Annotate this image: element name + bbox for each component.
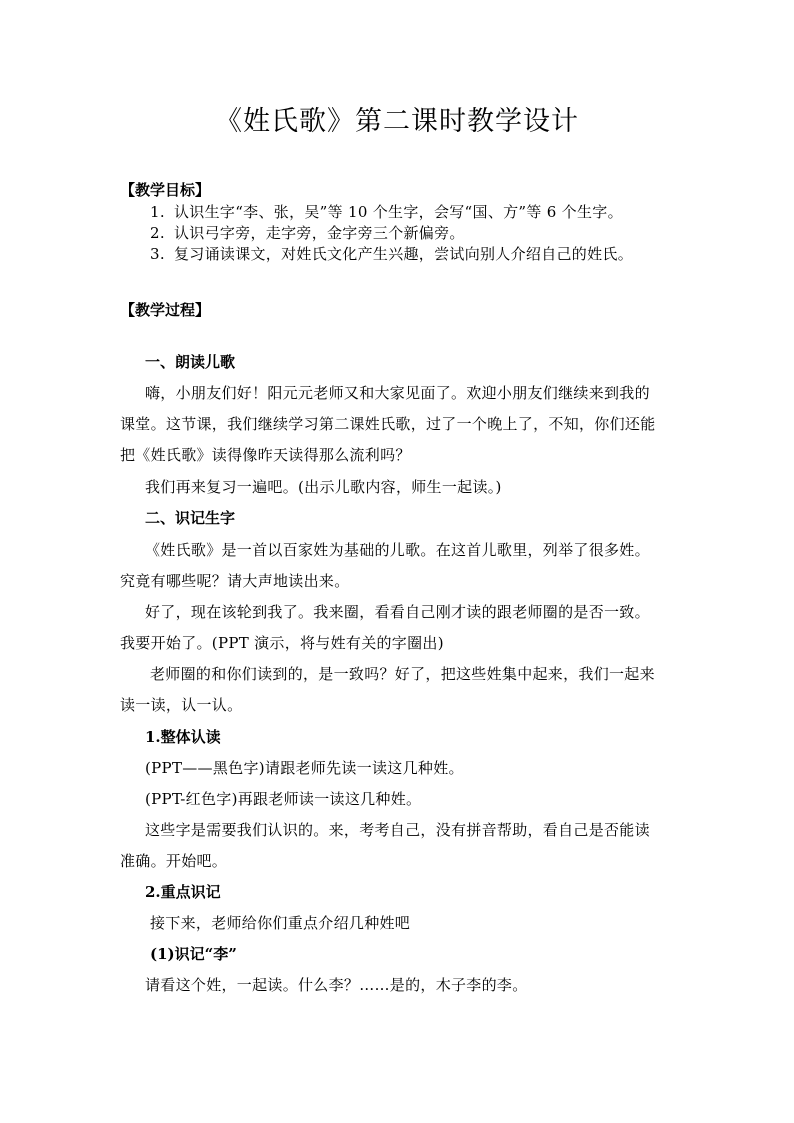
paragraph-line: 《姓氏歌》是一首以百家姓为基础的儿歌。在这首儿歌里，列举了很多姓。 [145,541,650,559]
objective-text: 认识生字“李、张，吴”等 10 个生字，会写“国、方”等 6 个生字。 [174,203,623,221]
section-1-heading: 一、朗读儿歌 [145,353,236,371]
page-title: 《姓氏歌》第二课时教学设计 [215,106,579,137]
subsection-1-heading: 1.整体认读 [145,728,221,746]
objective-item-2 [150,223,465,243]
paragraph-line: 请看这个姓，一起读。什么李？……是的，木子李的李。 [145,976,528,994]
paragraph-line: (PPT——黑色字)请跟老师先读一读这几种姓。 [145,759,464,777]
subsection-2-heading: 2.重点识记 [145,883,221,901]
objective-item-1 [150,202,623,222]
process-heading: 【教学过程】 [120,301,211,319]
objective-text: 复习诵读课文，对姓氏文化产生兴趣，尝试向别人介绍自己的姓氏。 [174,245,634,263]
paragraph-line: 我要开始了。(PPT 演示，将与姓有关的字圈出) [120,634,444,652]
paragraph-line: 好了，现在该轮到我了。我来圈，看看自己刚才读的跟老师圈的是否一致。 [145,603,650,621]
objectives-heading: 【教学目标】 [120,181,211,199]
objective-number: 1. [150,203,165,221]
paragraph-line: 老师圈的和你们读到的，是一致吗？好了，把这些姓集中起来，我们一起来 [150,665,655,683]
paragraph-line: 读一读，认一认。 [120,696,243,714]
paragraph-line: 准确。开始吧。 [120,852,228,870]
paragraph-line: 我们再来复习一遍吧。(出示儿歌内容，师生一起读。) [145,478,502,496]
item-1-heading: (1)识记“李” [150,945,237,963]
objective-item-3 [150,244,633,264]
paragraph-line: 课堂。这节课，我们继续学习第二课姓氏歌，过了一个晚上了，不知，你们还能 [120,415,656,433]
paragraph-line: 这些字是需要我们认识的。来，考考自己，没有拼音帮助，看自己是否能读 [145,821,650,839]
objective-number: 3. [150,245,165,263]
objective-number: 2. [150,224,165,242]
paragraph-line: 究竟有哪些呢？请大声地读出来。 [120,572,350,590]
section-2-heading: 二、识记生字 [145,509,236,527]
paragraph-line: 把《姓氏歌》读得像昨天读得那么流利吗？ [120,446,411,464]
paragraph-line: (PPT-红色字)再跟老师读一读这几种姓。 [145,790,422,808]
objective-text: 认识弓字旁，走字旁，金字旁三个新偏旁。 [174,224,465,242]
paragraph-line: 嗨，小朋友们好！阳元元老师又和大家见面了。欢迎小朋友们继续来到我的 [145,384,650,402]
paragraph-line: 接下来，老师给你们重点介绍几种姓吧 [150,914,411,932]
